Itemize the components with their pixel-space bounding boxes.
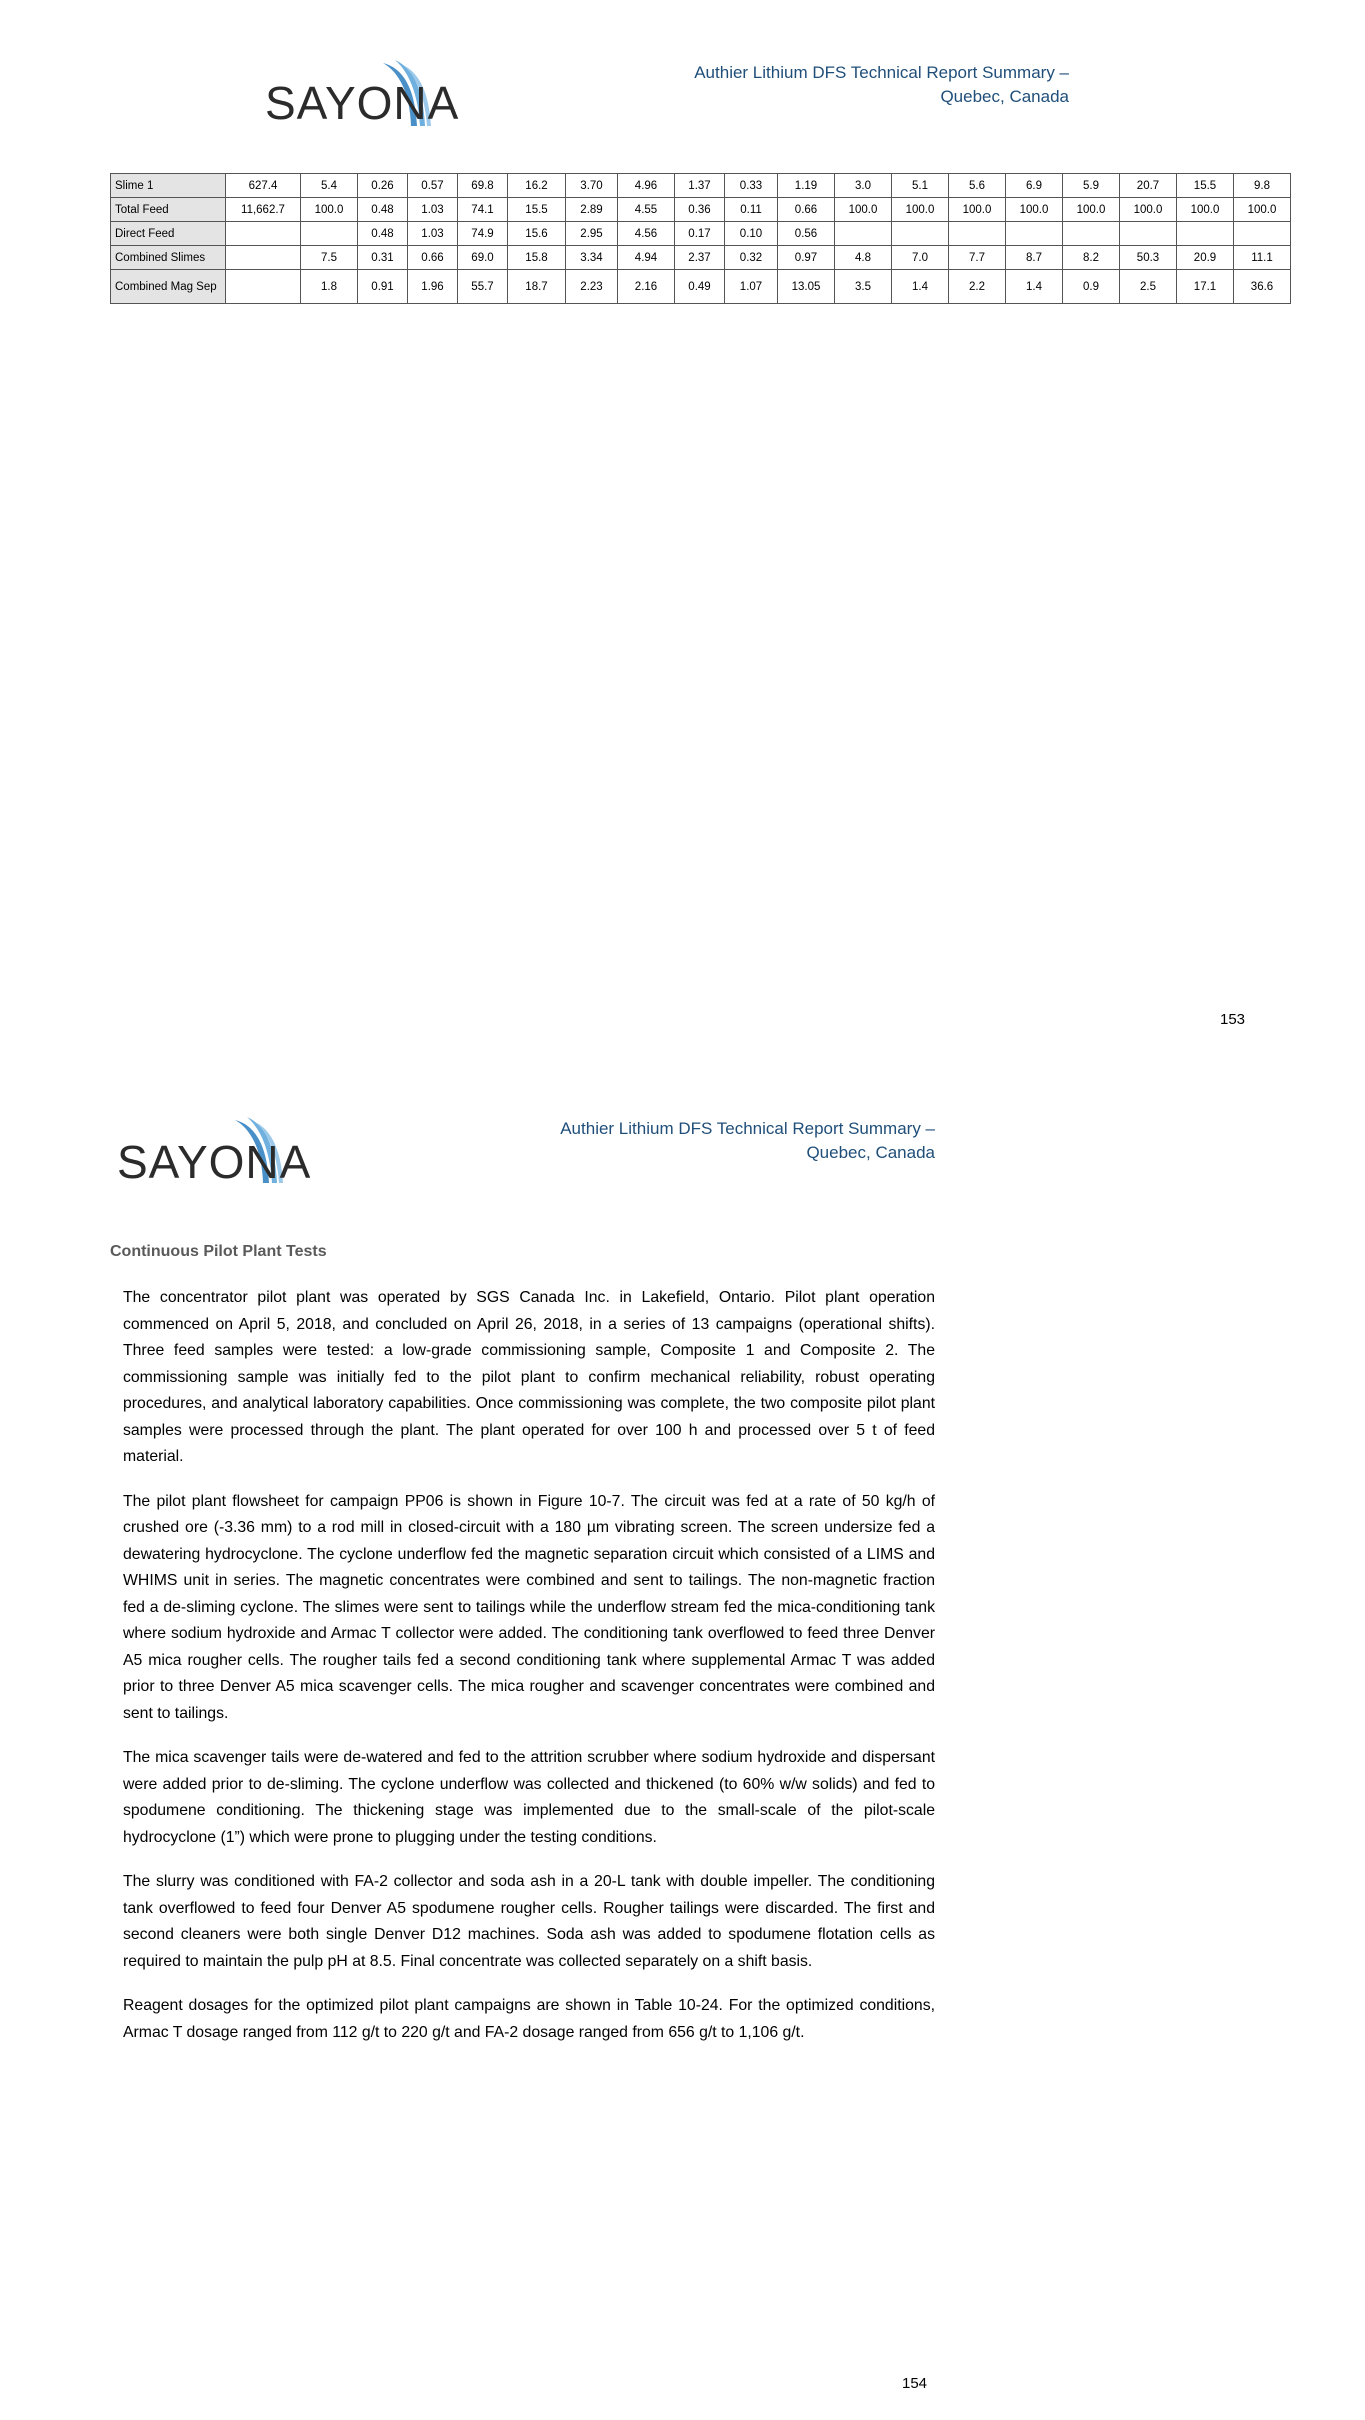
table-cell: 3.0 [835, 174, 892, 198]
table-cell: 100.0 [301, 198, 358, 222]
table-cell: 3.70 [566, 174, 618, 198]
logo-wordmark: SAYONA [117, 1136, 312, 1188]
header-line-1: Authier Lithium DFS Technical Report Summary – [694, 63, 1069, 82]
table-row [111, 246, 1291, 270]
table-cell [892, 222, 949, 246]
table-cell: 0.48 [358, 198, 408, 222]
table-cell: 4.55 [618, 198, 675, 222]
table-cell: 100.0 [892, 198, 949, 222]
row-label: Total Feed [111, 198, 226, 222]
paragraph-4: The slurry was conditioned with FA-2 collector and soda ash in a 20-L tank with double impeller. The conditioning tank overflowed to feed four Denver A5 spodumene rougher cells. Rougher tailings were discarded. The first and second cleaners were both single Denver D12 machines. Soda ash was added to spodumene flotation cells as required to maintain the pulp pH at 8.5. Final concentrate was collected separately on a shift basis. [123, 1873, 935, 1970]
table-cell [301, 222, 358, 246]
table-cell: 0.10 [725, 222, 778, 246]
table-cell: 6.9 [1006, 174, 1063, 198]
table-row [111, 174, 1291, 198]
row-label: Combined Slimes [111, 246, 226, 270]
table-cell: 1.37 [675, 174, 725, 198]
table-cell [949, 222, 1006, 246]
table-cell: 0.31 [358, 246, 408, 270]
table-cell: 100.0 [1063, 198, 1120, 222]
table-cell: 100.0 [949, 198, 1006, 222]
table-cell: 1.03 [408, 222, 458, 246]
header-line-2: Quebec, Canada [940, 87, 1069, 106]
page1-header-title [569, 61, 1069, 109]
paragraph-5: Reagent dosages for the optimized pilot plant campaigns are shown in Table 10-24. For the optimized conditions, Armac T dosage ranged from 112 g/t to 220 g/t and FA-2 dosage ranged from 656 g/t to 1,106 g/t. [123, 1997, 935, 2041]
table-cell: 100.0 [1234, 198, 1291, 222]
table-cell: 7.0 [892, 246, 949, 270]
table-cell: 0.9 [1063, 270, 1120, 304]
table-cell: 1.19 [778, 174, 835, 198]
table-cell: 100.0 [1177, 198, 1234, 222]
table-cell: 100.0 [1006, 198, 1063, 222]
sayona-logo-page2 [117, 1115, 312, 1188]
table-cell: 5.4 [301, 174, 358, 198]
table-cell: 100.0 [1120, 198, 1177, 222]
table-cell: 627.4 [226, 174, 301, 198]
table-cell: 69.0 [458, 246, 508, 270]
table-cell [1063, 222, 1120, 246]
table-cell: 55.7 [458, 270, 508, 304]
results-table [110, 173, 1291, 304]
page-number-154: 154 [902, 2375, 928, 2392]
table-cell: 50.3 [1120, 246, 1177, 270]
table-cell: 17.1 [1177, 270, 1234, 304]
table-cell: 5.6 [949, 174, 1006, 198]
table-cell: 0.49 [675, 270, 725, 304]
table-cell: 20.9 [1177, 246, 1234, 270]
table-cell: 4.94 [618, 246, 675, 270]
table-cell: 3.5 [835, 270, 892, 304]
table-cell [1177, 222, 1234, 246]
table-cell: 0.56 [778, 222, 835, 246]
table-cell: 36.6 [1234, 270, 1291, 304]
table-cell [1234, 222, 1291, 246]
table-cell: 4.56 [618, 222, 675, 246]
table-cell: 2.23 [566, 270, 618, 304]
table-cell: 20.7 [1120, 174, 1177, 198]
table-cell: 13.05 [778, 270, 835, 304]
section-heading: Continuous Pilot Plant Tests [110, 1243, 327, 1260]
paragraph-1: The concentrator pilot plant was operated by SGS Canada Inc. in Lakefield, Ontario. Pilot plant operation commenced on April 5, 2018, and concluded on April 26, 2018, in a series of 13 campaigns (operational shifts). Three feed samples were tested: a low-grade commissioning sample, Composite 1 and Composite 2. The commissioning sample was initially fed to the pilot plant to confirm mechanical reliability, robust operating procedures, and analytical laboratory capabilities. Once commissioning was complete, the two composite pilot plant samples were processed through the plant. The plant operated for over 100 h and processed over 5 t of feed material. [123, 1289, 935, 1465]
table-cell: 18.7 [508, 270, 566, 304]
table-cell: 0.66 [408, 246, 458, 270]
table-cell [1120, 222, 1177, 246]
paragraph-2: The pilot plant flowsheet for campaign PP06 is shown in Figure 10-7. The circuit was fed at a rate of 50 kg/h of crushed ore (-3.36 mm) to a rod mill in closed-circuit with a 180 µm vibrating screen. The screen undersize fed a dewatering hydrocyclone. The cyclone underflow fed the magnetic separation circuit which consisted of a LIMS and WHIMS unit in series. The magnetic concentrates were combined and sent to tailings. The non-magnetic fraction fed a de-sliming cyclone. The slimes were sent to tailings while the underflow stream fed the mica-conditioning tank where sodium hydroxide and Armac T collector were added. The conditioning tank overflowed to feed three Denver A5 mica rougher cells. The rougher tails fed a second conditioning tank where supplemental Armac T was added prior to three Denver A5 mica scavenger cells. The mica rougher and scavenger concentrates were combined and sent to tailings. [123, 1492, 935, 1722]
table-row [111, 270, 1291, 304]
row-label: Slime 1 [111, 174, 226, 198]
table-cell: 1.03 [408, 198, 458, 222]
table-cell: 1.07 [725, 270, 778, 304]
page2-header-title [435, 1117, 935, 1165]
table-cell: 2.5 [1120, 270, 1177, 304]
table-row [111, 198, 1291, 222]
table-row [111, 222, 1291, 246]
table-cell: 0.36 [675, 198, 725, 222]
table-cell: 0.97 [778, 246, 835, 270]
table-cell: 69.8 [458, 174, 508, 198]
table-cell: 5.1 [892, 174, 949, 198]
table-cell: 1.96 [408, 270, 458, 304]
table-cell: 7.5 [301, 246, 358, 270]
table-cell: 11.1 [1234, 246, 1291, 270]
table-cell: 1.8 [301, 270, 358, 304]
table-cell: 2.95 [566, 222, 618, 246]
table-cell [835, 222, 892, 246]
paragraph-3: The mica scavenger tails were de-watered and fed to the attrition scrubber where sodium hydroxide and dispersant were added prior to de-sliming. The cyclone underflow was collected and thickened (to 60% w/w solids) and fed to spodumene conditioning. The thickening stage was implemented due to the small-scale of the pilot-scale hydrocyclone (1”) which were prone to plugging under the testing conditions. [123, 1749, 935, 1846]
table-cell [226, 246, 301, 270]
table-cell: 4.96 [618, 174, 675, 198]
table-cell: 2.2 [949, 270, 1006, 304]
table-cell: 4.8 [835, 246, 892, 270]
table-cell: 16.2 [508, 174, 566, 198]
row-label: Combined Mag Sep [111, 270, 226, 304]
table-cell: 8.7 [1006, 246, 1063, 270]
table-cell: 0.26 [358, 174, 408, 198]
table-cell: 2.89 [566, 198, 618, 222]
table-cell: 1.4 [892, 270, 949, 304]
table-cell: 0.33 [725, 174, 778, 198]
table-cell: 1.4 [1006, 270, 1063, 304]
logo-wordmark: SAYONA [265, 77, 460, 129]
table-cell [1006, 222, 1063, 246]
table-cell: 15.6 [508, 222, 566, 246]
sayona-logo [265, 58, 460, 129]
table-cell: 0.66 [778, 198, 835, 222]
table-cell: 0.32 [725, 246, 778, 270]
table-cell: 0.91 [358, 270, 408, 304]
page-number-153: 153 [1220, 1011, 1246, 1028]
table-cell: 0.48 [358, 222, 408, 246]
table-cell: 15.5 [508, 198, 566, 222]
table-cell: 74.1 [458, 198, 508, 222]
table-cell: 8.2 [1063, 246, 1120, 270]
table-cell: 9.8 [1234, 174, 1291, 198]
table-cell: 15.5 [1177, 174, 1234, 198]
table-cell: 2.37 [675, 246, 725, 270]
table-cell [226, 270, 301, 304]
table-cell: 0.17 [675, 222, 725, 246]
table-cell: 0.57 [408, 174, 458, 198]
header-line-1: Authier Lithium DFS Technical Report Summary – [560, 1119, 935, 1138]
row-label: Direct Feed [111, 222, 226, 246]
table-cell: 74.9 [458, 222, 508, 246]
table-cell: 11,662.7 [226, 198, 301, 222]
table-cell: 7.7 [949, 246, 1006, 270]
table-cell: 3.34 [566, 246, 618, 270]
body-text [123, 1285, 935, 2064]
table-cell: 15.8 [508, 246, 566, 270]
table-cell: 100.0 [835, 198, 892, 222]
table-cell [226, 222, 301, 246]
header-line-2: Quebec, Canada [806, 1143, 935, 1162]
table-cell: 0.11 [725, 198, 778, 222]
table-cell: 5.9 [1063, 174, 1120, 198]
table-cell: 2.16 [618, 270, 675, 304]
